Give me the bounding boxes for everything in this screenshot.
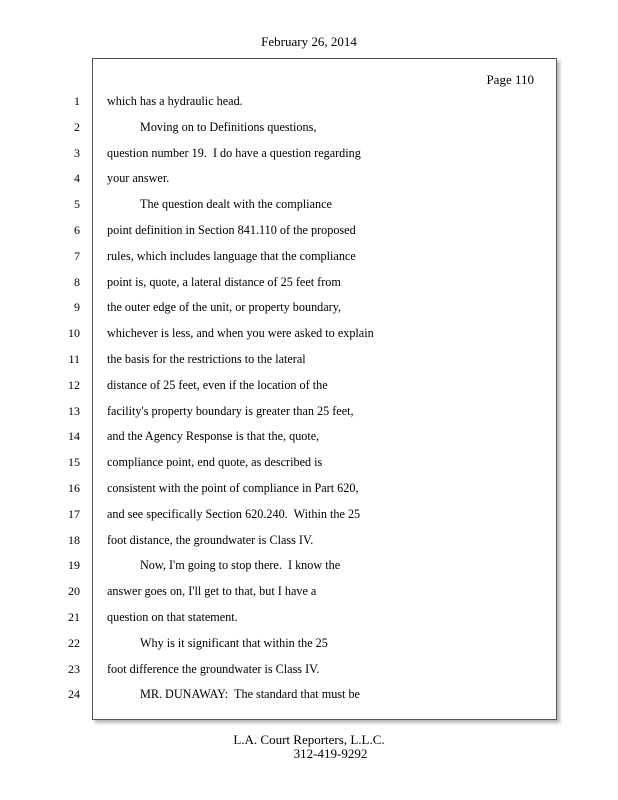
transcript-line: your answer. (107, 171, 170, 186)
transcript-line: point definition in Section 841.110 of the proposed (107, 222, 356, 237)
transcript-line: Why is it significant that within the 25 (140, 635, 328, 650)
footer-company: L.A. Court Reporters, L.L.C. (233, 732, 385, 747)
line-number-column (60, 94, 80, 713)
transcript-line: foot distance, the groundwater is Class IV. (107, 532, 314, 547)
transcript-line: which has a hydraulic head. (107, 94, 243, 108)
line-number: 23 (68, 661, 80, 676)
transcript-line: compliance point, end quote, as described is (107, 455, 323, 470)
line-number: 16 (68, 480, 80, 495)
transcript-line: distance of 25 feet, even if the location of the (107, 377, 328, 392)
line-number: 10 (68, 326, 80, 341)
line-number: 8 (74, 274, 80, 289)
transcript-line: consistent with the point of compliance in Part 620, (107, 480, 359, 495)
line-number: 3 (74, 145, 80, 160)
header-date: February 26, 2014 (261, 34, 357, 49)
line-number: 5 (74, 197, 80, 212)
line-number: 22 (68, 635, 80, 650)
transcript-line: and the Agency Response is that the, quote, (107, 429, 320, 444)
transcript-line: the outer edge of the unit, or property boundary, (107, 300, 342, 315)
footer-phone: 312-419-9292 (293, 746, 368, 761)
line-number: 1 (74, 94, 80, 108)
line-number: 6 (74, 222, 80, 237)
line-number: 2 (74, 119, 80, 134)
line-number: 14 (68, 429, 80, 444)
line-number: 11 (68, 351, 80, 366)
line-number: 20 (68, 584, 80, 599)
transcript-line: and see specifically Section 620.240. Within the 25 (107, 506, 361, 521)
transcript-line: whichever is less, and when you were asked to explain (107, 326, 374, 341)
transcript-line: Moving on to Definitions questions, (140, 119, 317, 134)
transcript-line: facility's property boundary is greater than 25 feet, (107, 403, 354, 418)
transcript-line: rules, which includes language that the compliance (107, 248, 356, 263)
transcript-line: point is, quote, a lateral distance of 25 feet from (107, 274, 341, 289)
transcript-line: Now, I'm going to stop there. I know the (140, 558, 341, 573)
page-number: Page 110 (486, 72, 534, 87)
transcript-line: question number 19. I do have a question regarding (107, 145, 361, 160)
line-number: 15 (68, 455, 80, 470)
line-number: 4 (74, 171, 80, 186)
line-number: 19 (68, 558, 80, 573)
transcript-line: MR. DUNAWAY: The standard that must be (140, 687, 360, 702)
footer (0, 733, 618, 761)
line-number: 7 (74, 248, 80, 263)
line-number: 17 (68, 506, 80, 521)
line-number: 13 (68, 403, 80, 418)
line-number: 24 (68, 687, 80, 702)
line-number: 9 (74, 300, 80, 315)
transcript-line: the basis for the restrictions to the lateral (107, 351, 306, 366)
transcript-line: question on that statement. (107, 609, 238, 624)
transcript-line: foot difference the groundwater is Class IV. (107, 661, 320, 676)
line-number: 12 (68, 377, 80, 392)
line-number: 21 (68, 609, 80, 624)
transcript-text (107, 94, 547, 713)
transcript-line: The question dealt with the compliance (140, 197, 332, 212)
line-number: 18 (68, 532, 80, 547)
transcript-line: answer goes on, I'll get to that, but I have a (107, 584, 317, 599)
